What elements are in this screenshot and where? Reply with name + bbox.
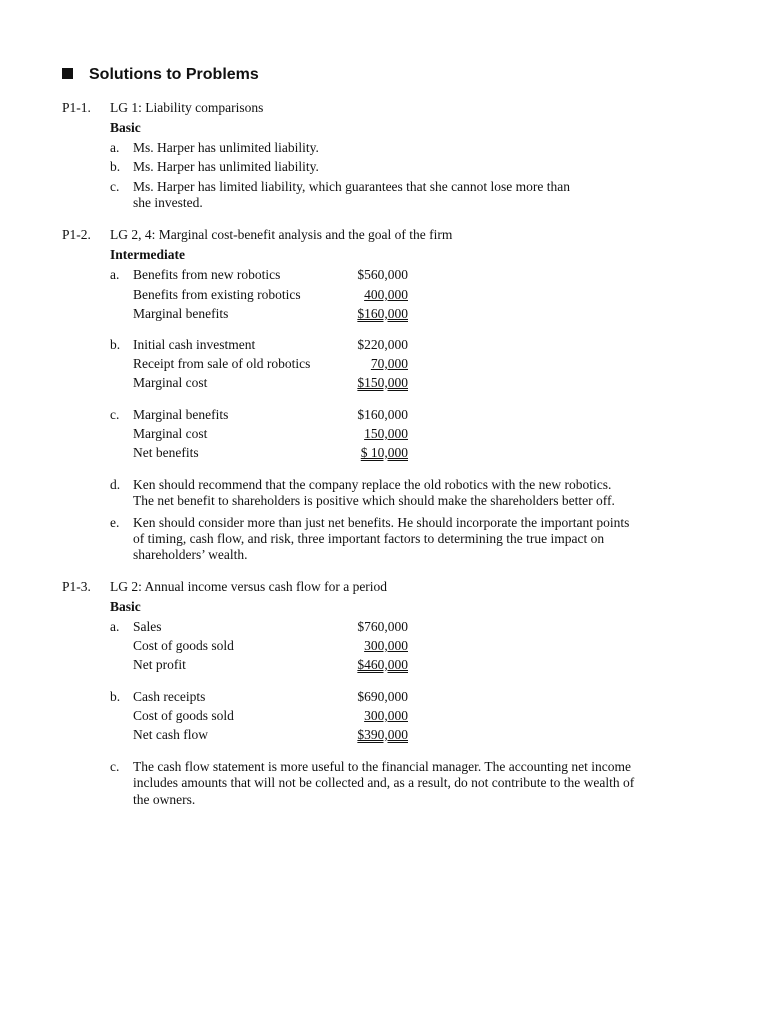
item-marker: b. bbox=[110, 159, 121, 174]
row-label: Marginal cost bbox=[133, 426, 208, 441]
item-text-line: Ken should recommend that the company replace the old robotics with the new robotics. bbox=[133, 477, 612, 492]
row-value-underlined bbox=[318, 355, 408, 372]
item-text-line: she invested. bbox=[133, 195, 203, 210]
row-label: Benefits from existing robotics bbox=[133, 287, 301, 302]
item-marker: b. bbox=[110, 689, 121, 704]
section-heading bbox=[62, 66, 259, 83]
row-value: $160,000 bbox=[357, 306, 408, 321]
row-total bbox=[318, 656, 408, 673]
problem-id: P1-2. bbox=[62, 227, 91, 242]
problem-id: P1-1. bbox=[62, 100, 91, 115]
item-text-line: includes amounts that will not be collected and, as a result, do not contribute to the wealth of bbox=[133, 775, 635, 790]
item-text-line: The cash flow statement is more useful to the financial manager. The accounting net income bbox=[133, 759, 631, 774]
item-marker: a. bbox=[110, 267, 120, 282]
row-value: $390,000 bbox=[357, 727, 408, 742]
row-label: Marginal benefits bbox=[133, 306, 229, 321]
row-label: Cost of goods sold bbox=[133, 638, 234, 653]
problem-topic: LG 2: Annual income versus cash flow for a period bbox=[110, 579, 388, 594]
row-value: $220,000 bbox=[357, 337, 408, 352]
row-total bbox=[318, 374, 408, 391]
row-label: Sales bbox=[133, 619, 162, 634]
row-total bbox=[318, 444, 408, 461]
row-label: Benefits from new robotics bbox=[133, 267, 281, 282]
row-value: $760,000 bbox=[357, 619, 408, 634]
row-value-underlined bbox=[318, 425, 408, 442]
row-value: $690,000 bbox=[357, 689, 408, 704]
item-text-line: of timing, cash flow, and risk, three important factors to determining the true impact on bbox=[133, 531, 605, 546]
problem-level: Intermediate bbox=[110, 247, 185, 262]
row-value-underlined bbox=[318, 707, 408, 724]
item-text-line: shareholders’ wealth. bbox=[133, 547, 248, 562]
item-marker: e. bbox=[110, 515, 120, 530]
row-label: Cost of goods sold bbox=[133, 708, 234, 723]
item-text: Ms. Harper has unlimited liability. bbox=[133, 140, 319, 155]
square-bullet-icon bbox=[62, 68, 73, 79]
row-value: 300,000 bbox=[364, 638, 408, 653]
problem-level: Basic bbox=[110, 120, 141, 135]
problem-topic: LG 2, 4: Marginal cost-benefit analysis and the goal of the firm bbox=[110, 227, 453, 242]
item-marker: b. bbox=[110, 337, 121, 352]
item-marker: c. bbox=[110, 407, 120, 422]
row-label: Marginal cost bbox=[133, 375, 208, 390]
item-marker: a. bbox=[110, 619, 120, 634]
row-value: $560,000 bbox=[357, 267, 408, 282]
problem-topic: LG 1: Liability comparisons bbox=[110, 100, 264, 115]
row-total bbox=[318, 305, 408, 322]
row-label: Net cash flow bbox=[133, 727, 208, 742]
row-value: $460,000 bbox=[357, 657, 408, 672]
item-text-line: the owners. bbox=[133, 792, 196, 807]
item-marker: c. bbox=[110, 759, 120, 774]
item-text-line: Ken should consider more than just net benefits. He should incorporate the important points bbox=[133, 515, 630, 530]
row-value: 70,000 bbox=[370, 356, 408, 371]
item-marker: d. bbox=[110, 477, 121, 492]
row-value: 300,000 bbox=[364, 708, 408, 723]
row-label: Marginal benefits bbox=[133, 407, 229, 422]
row-value-underlined bbox=[318, 286, 408, 303]
problem-level: Basic bbox=[110, 599, 141, 614]
item-marker: c. bbox=[110, 179, 120, 194]
item-marker: a. bbox=[110, 140, 120, 155]
item-text: Ms. Harper has unlimited liability. bbox=[133, 159, 319, 174]
item-text-line: The net benefit to shareholders is positive which should make the shareholders better off. bbox=[133, 493, 615, 508]
row-label: Initial cash investment bbox=[133, 337, 256, 352]
row-value-underlined bbox=[318, 637, 408, 654]
row-value: 150,000 bbox=[364, 426, 408, 441]
row-value: $ 10,000 bbox=[360, 445, 408, 460]
row-label: Net profit bbox=[133, 657, 186, 672]
row-value: 400,000 bbox=[364, 287, 408, 302]
heading-text: Solutions to Problems bbox=[89, 66, 259, 83]
row-label: Cash receipts bbox=[133, 689, 206, 704]
item-text-line: Ms. Harper has limited liability, which guarantees that she cannot lose more than bbox=[133, 179, 571, 194]
row-value: $160,000 bbox=[357, 407, 408, 422]
row-label: Receipt from sale of old robotics bbox=[133, 356, 311, 371]
problem-id: P1-3. bbox=[62, 579, 91, 594]
row-total bbox=[318, 726, 408, 743]
row-value: $150,000 bbox=[357, 375, 408, 390]
row-label: Net benefits bbox=[133, 445, 199, 460]
